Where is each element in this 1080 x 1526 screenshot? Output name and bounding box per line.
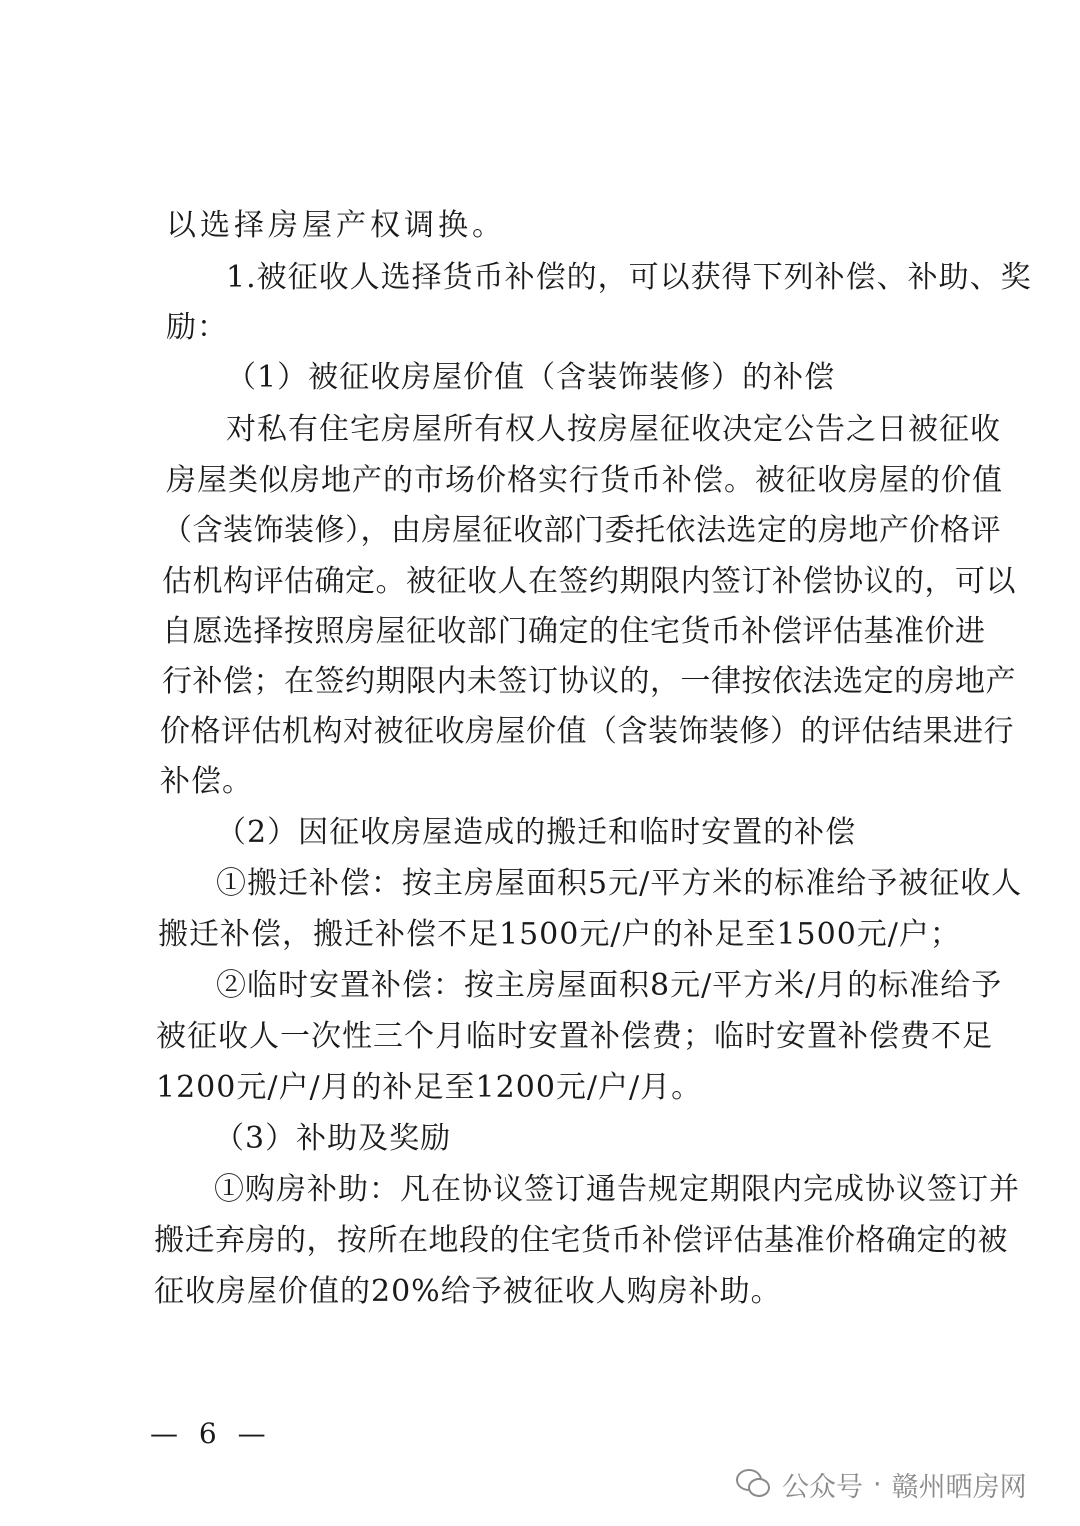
text-line: 估机构评估确定。被征收人在签约期限内签订补偿协议的，可以 [162, 564, 1016, 599]
text-line: 以选择房屋产权调换。 [166, 208, 506, 243]
section-heading: （2）因征收房屋造成的搬迁和临时安置的补偿 [216, 815, 857, 850]
text-line: 被征收人一次性三个月临时安置补偿费；临时安置补偿费不足 [156, 1019, 993, 1054]
watermark-account: 赣州晒房网 [891, 1471, 1027, 1503]
text-line: 1200元/户/月的补足至1200元/户/月。 [156, 1070, 703, 1105]
text-line: 自愿选择按照房屋征收部门确定的住宅货币补偿评估基准价进 [162, 614, 986, 649]
text-line: （含装饰装修），由房屋征收部门委托依法选定的房地产价格评 [162, 513, 1001, 548]
wechat-icon [736, 1469, 770, 1499]
text-line: ①购房补助：凡在协议签订通告规定期限内完成协议签订并 [214, 1172, 1020, 1207]
text-line: 补偿。 [160, 764, 253, 799]
text-line: 征收房屋价值的20%给予被征收人购房补助。 [154, 1274, 782, 1309]
watermark [736, 1462, 1027, 1506]
page-number: — 6 — [150, 1417, 272, 1450]
watermark-label: 公众号 [782, 1471, 863, 1503]
text-line: ①搬迁补偿：按主房屋面积5元/平方米的标准给予被征收人 [216, 866, 1023, 901]
text-line: ②临时安置补偿：按主房屋面积8元/平方米/月的标准给予 [216, 968, 1003, 1003]
section-heading: （3）补助及奖励 [214, 1121, 452, 1156]
text-line: 对私有住宅房屋所有权人按房屋征收决定公告之日被征收 [226, 412, 1001, 447]
text-line: 搬迁补偿，搬迁补偿不足1500元/户的补足至1500元/户； [158, 917, 961, 952]
text-line: 1.被征收人选择货币补偿的，可以获得下列补偿、补助、奖 [226, 260, 1032, 295]
section-heading: （1）被征收房屋价值（含装饰装修）的补偿 [226, 360, 836, 395]
watermark-separator: · [873, 1468, 882, 1500]
text-line: 房屋类似房地产的市场价格实行货币补偿。被征收房屋的价值 [166, 463, 1003, 498]
text-line: 励： [166, 310, 228, 345]
text-line: 价格评估机构对被征收房屋价值（含装饰装修）的评估结果进行 [160, 714, 1014, 749]
text-line: 搬迁弃房的，按所在地段的住宅货币补偿评估基准价格确定的被 [154, 1223, 1008, 1258]
text-line: 行补偿；在签约期限内未签订协议的，一律按依法选定的房地产 [162, 664, 1016, 699]
